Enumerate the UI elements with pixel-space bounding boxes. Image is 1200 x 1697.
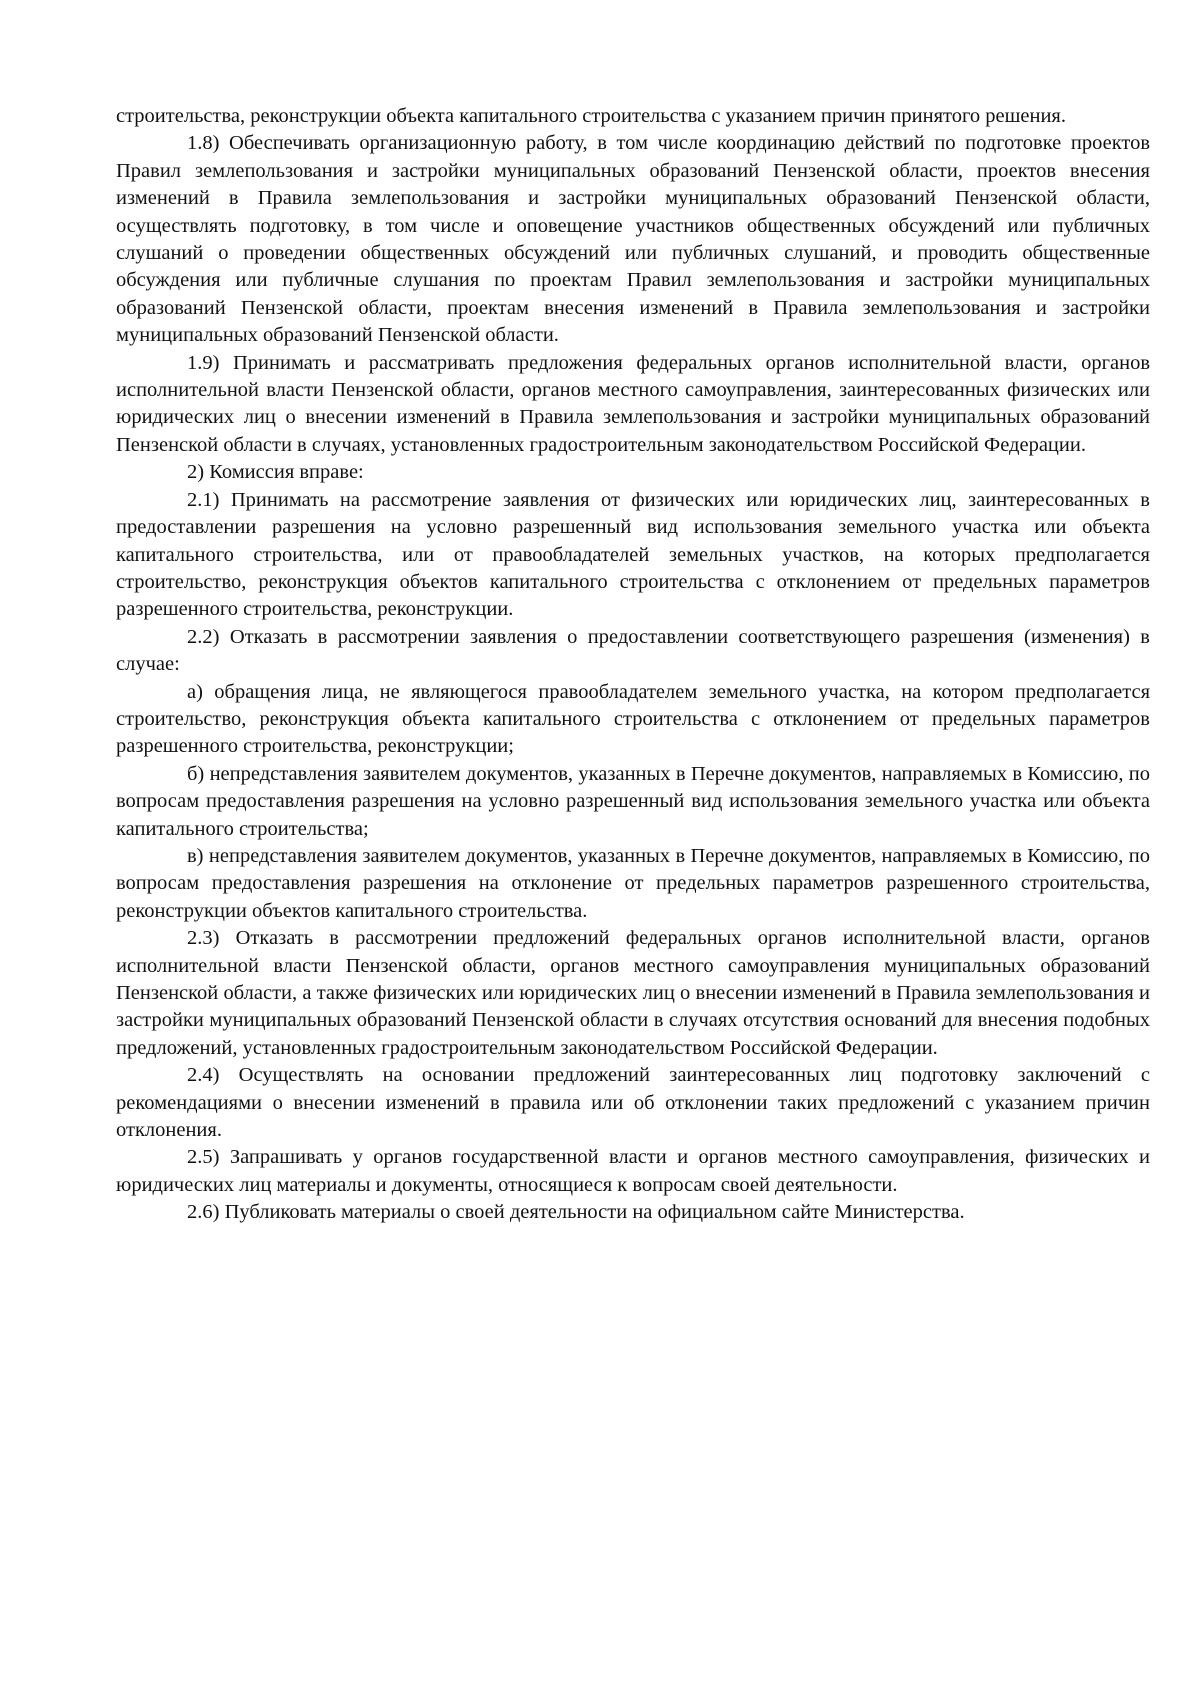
- paragraph-1-8: 1.8) Обеспечивать организационную работу, в том числе координацию действий по подготовке проектов Правил землепользования и застройки муниципальных образований Пензенской области, проектов внесения изменений в Правила землепользования и застройки муниципальных образований Пензенской области, осуществлять подготовку, в том числе и оповещение участников общественных обсуждений или публичных слушаний о проведении общественных обсуждений или публичных слушаний, и проводить общественные обсуждения или публичные слушания по проектам Правил землепользования и застройки муниципальных образований Пензенской области, проектам внесения изменений в Правила землепользования и застройки муниципальных образований Пензенской области.: [116, 132, 1150, 347]
- paragraph-2-3: 2.3) Отказать в рассмотрении предложений федеральных органов исполнительной власти, органов исполнительной власти Пензенской области, органов местного самоуправления муниципальных образований Пензенской области, а также физических или юридических лиц о внесении изменений в Правила землепользования и застройки муниципальных образований Пензенской области в случаях отсутствия оснований для внесения подобных предложений, установленных градостроительным законодательством Российской Федерации.: [116, 927, 1150, 1059]
- paragraph-2-6: 2.6) Публиковать материалы о своей деятельности на официальном сайте Министерства.: [187, 1201, 965, 1224]
- paragraph-2-2-b: б) непредставления заявителем документов, указанных в Перечне документов, направляемых в Комиссию, по вопросам предоставления разрешения на условно разрешенный вид использования земельного участка или объекта капитального строительства;: [116, 762, 1150, 840]
- paragraph-1-9: 1.9) Принимать и рассматривать предложения федеральных органов исполнительной власти, органов исполнительной власти Пензенской области, органов местного самоуправления, заинтересованных физических или юридических лиц о внесении изменений в Правила землепользования и застройки муниципальных образований Пензенской области в случаях, установленных градостроительным законодательством Российской Федерации.: [116, 351, 1150, 456]
- paragraph-2-heading: 2) Комиссия вправе:: [187, 461, 364, 484]
- paragraph-2-4: 2.4) Осуществлять на основании предложений заинтересованных лиц подготовку заключений с рекомендациями о внесении изменений в правила или об отклонении таких предложений с указанием причин отклонения.: [116, 1064, 1150, 1142]
- paragraph-2-1: 2.1) Принимать на рассмотрение заявления от физических или юридических лиц, заинтересованных в предоставлении разрешения на условно разрешенный вид использования земельного участка или объекта капитального строительства, или от правообладателей земельных участков, на которых предполагается строительство, реконструкция объектов капитального строительства с отклонением от предельных параметров разрешенного строительства, реконструкции.: [116, 488, 1150, 621]
- document-page: [116, 103, 1150, 1227]
- paragraph-2-2: 2.2) Отказать в рассмотрении заявления о предоставлении соответствующего разрешения (изменения) в случае:: [116, 625, 1150, 676]
- paragraph-continuation: строительства, реконструкции объекта капитального строительства с указанием причин принятого решения.: [116, 105, 1066, 127]
- paragraph-2-2-v: в) непредставления заявителем документов, указанных в Перечне документов, направляемых в Комиссию, по вопросам предоставления разрешения на отклонение от предельных параметров разрешенного строительства, реконструкции объектов капитального строительства.: [116, 844, 1150, 922]
- paragraph-2-5: 2.5) Запрашивать у органов государственной власти и органов местного самоуправления, физических и юридических лиц материалы и документы, относящиеся к вопросам своей деятельности.: [116, 1146, 1150, 1196]
- paragraph-2-2-a: а) обращения лица, не являющегося правообладателем земельного участка, на котором предполагается строительство, реконструкция объекта капитального строительства с отклонением от предельных параметров разрешенного строительства, реконструкции;: [116, 680, 1150, 758]
